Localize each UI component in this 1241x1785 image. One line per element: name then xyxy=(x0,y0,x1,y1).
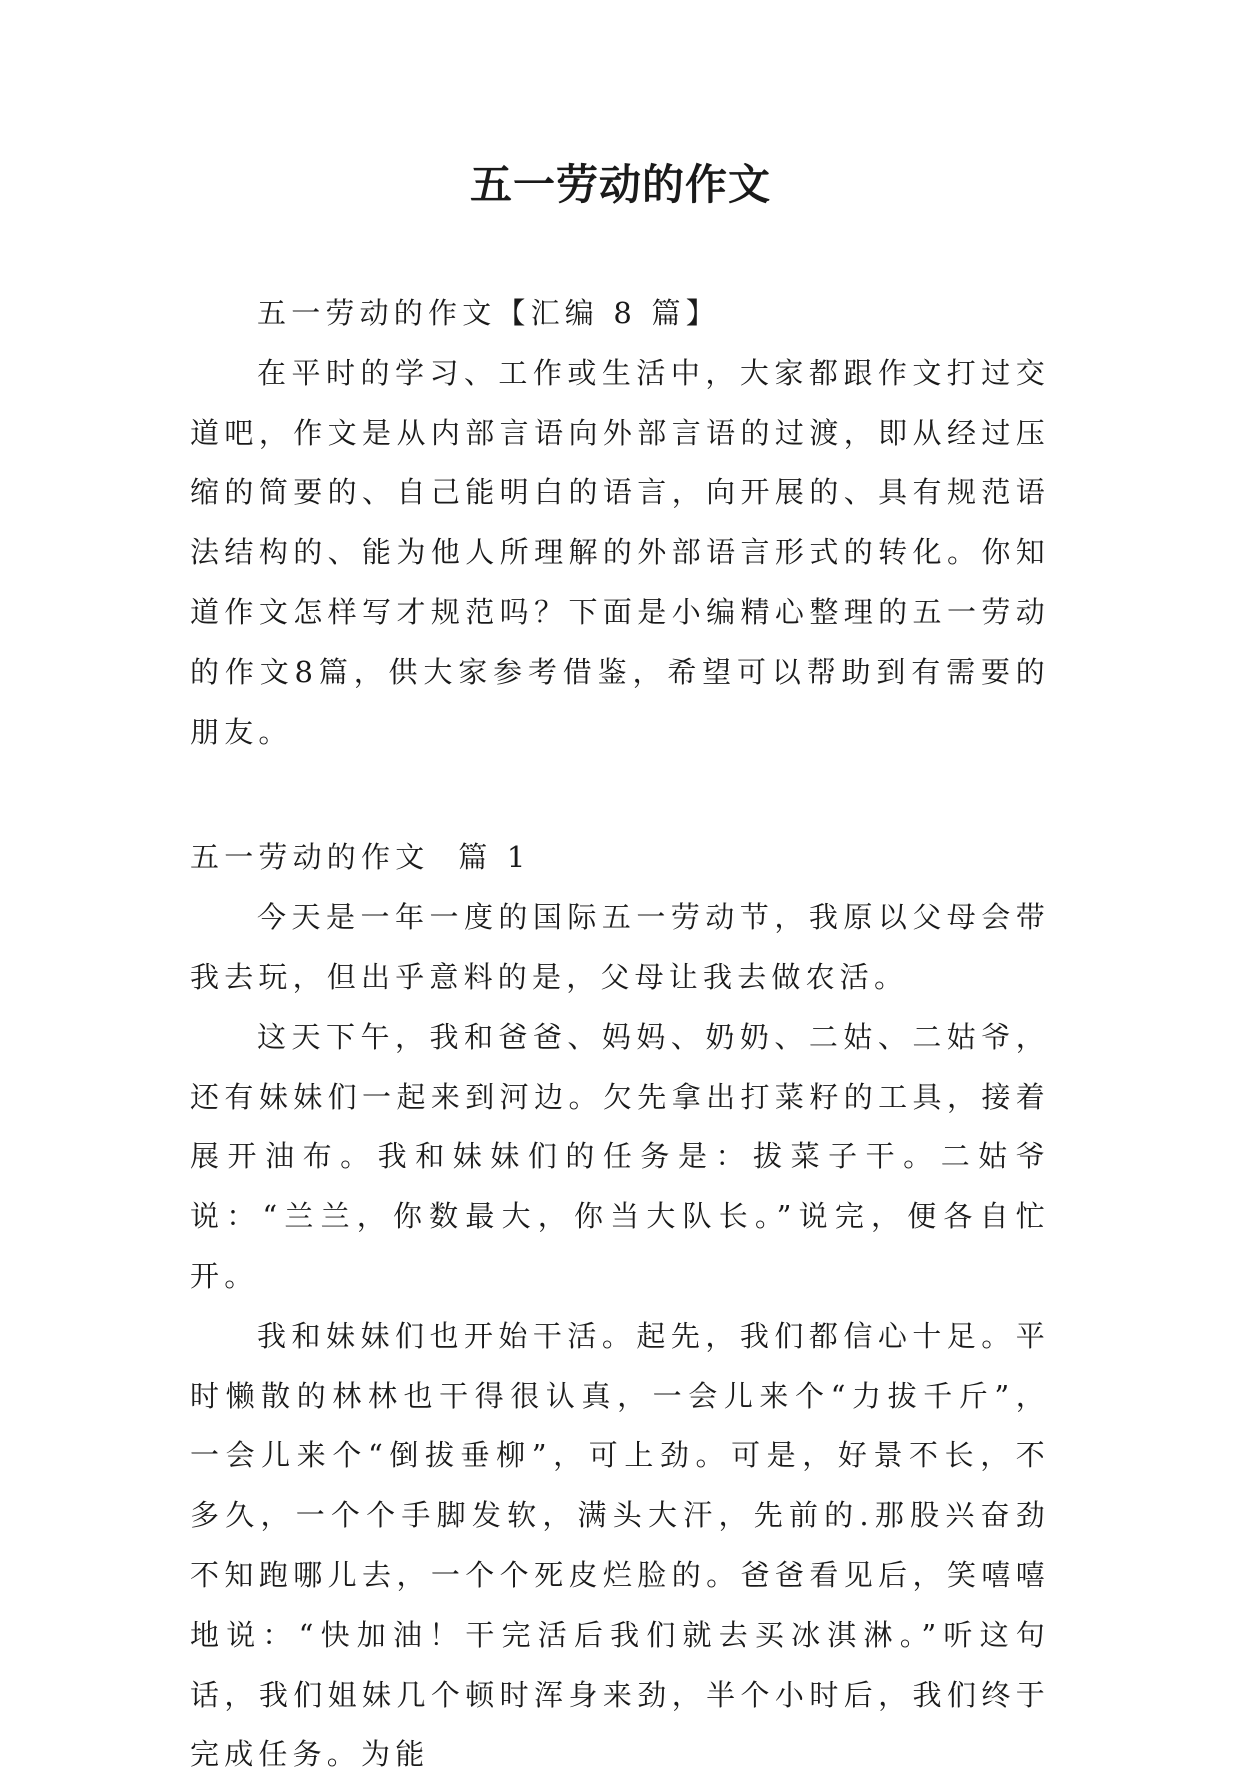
document-title: 五一劳动的作文 xyxy=(469,160,771,209)
section-heading: 五一劳动的作文 篇 1 xyxy=(190,840,531,875)
body-paragraph-1: 今天是一年一度的国际五一劳动节，我原以父母会带我去玩，但出乎意料的是，父母让我去做农活。 xyxy=(190,900,1050,994)
section-spacer xyxy=(190,762,1050,828)
body-paragraph-3: 我和妹妹们也开始干活。起先，我们都信心十足。平时懒散的林林也干得很认真，一会儿来个“力拔千斤”，一会儿来个“倒拔垂柳”，可上劲。可是，好景不长，不多久，一个个手脚发软，满头大汗，先前的.那股兴奋劲不知跑哪儿去，一个个死皮烂脸的。爸爸看见后，笑嘻嘻地说：“快加油！干完活后我们就去买冰淇淋。”听这句话，我们姐妹几个顿时浑身来劲，半个小时后，我们终于完成任务。为能 xyxy=(190,1318,1050,1772)
document-subtitle: 五一劳动的作文【汇编 8 篇】 xyxy=(257,296,720,330)
body-paragraph-2: 这天下午，我和爸爸、妈妈、奶奶、二姑、二姑爷，还有妹妹们一起来到河边。欠先拿出打菜籽的工具，接着展开油布。我和妹妹们的任务是：拔菜子干。二姑爷说：“兰兰，你数最大，你当大队长。”说完，便各自忙开。 xyxy=(190,1019,1050,1293)
intro-paragraph: 在平时的学习、工作或生活中，大家都跟作文打过交道吧，作文是从内部言语向外部言语的过渡，即从经过压缩的简要的、自己能明白的语言，向开展的、具有规范语法结构的、能为他人所理解的外部语言形式的转化。你知道作文怎样写才规范吗？下面是小编精心整理的五一劳动的作文8篇，供大家参考借鉴，希望可以帮助到有需要的朋友。 xyxy=(190,355,1050,749)
document-body xyxy=(190,284,1050,1785)
